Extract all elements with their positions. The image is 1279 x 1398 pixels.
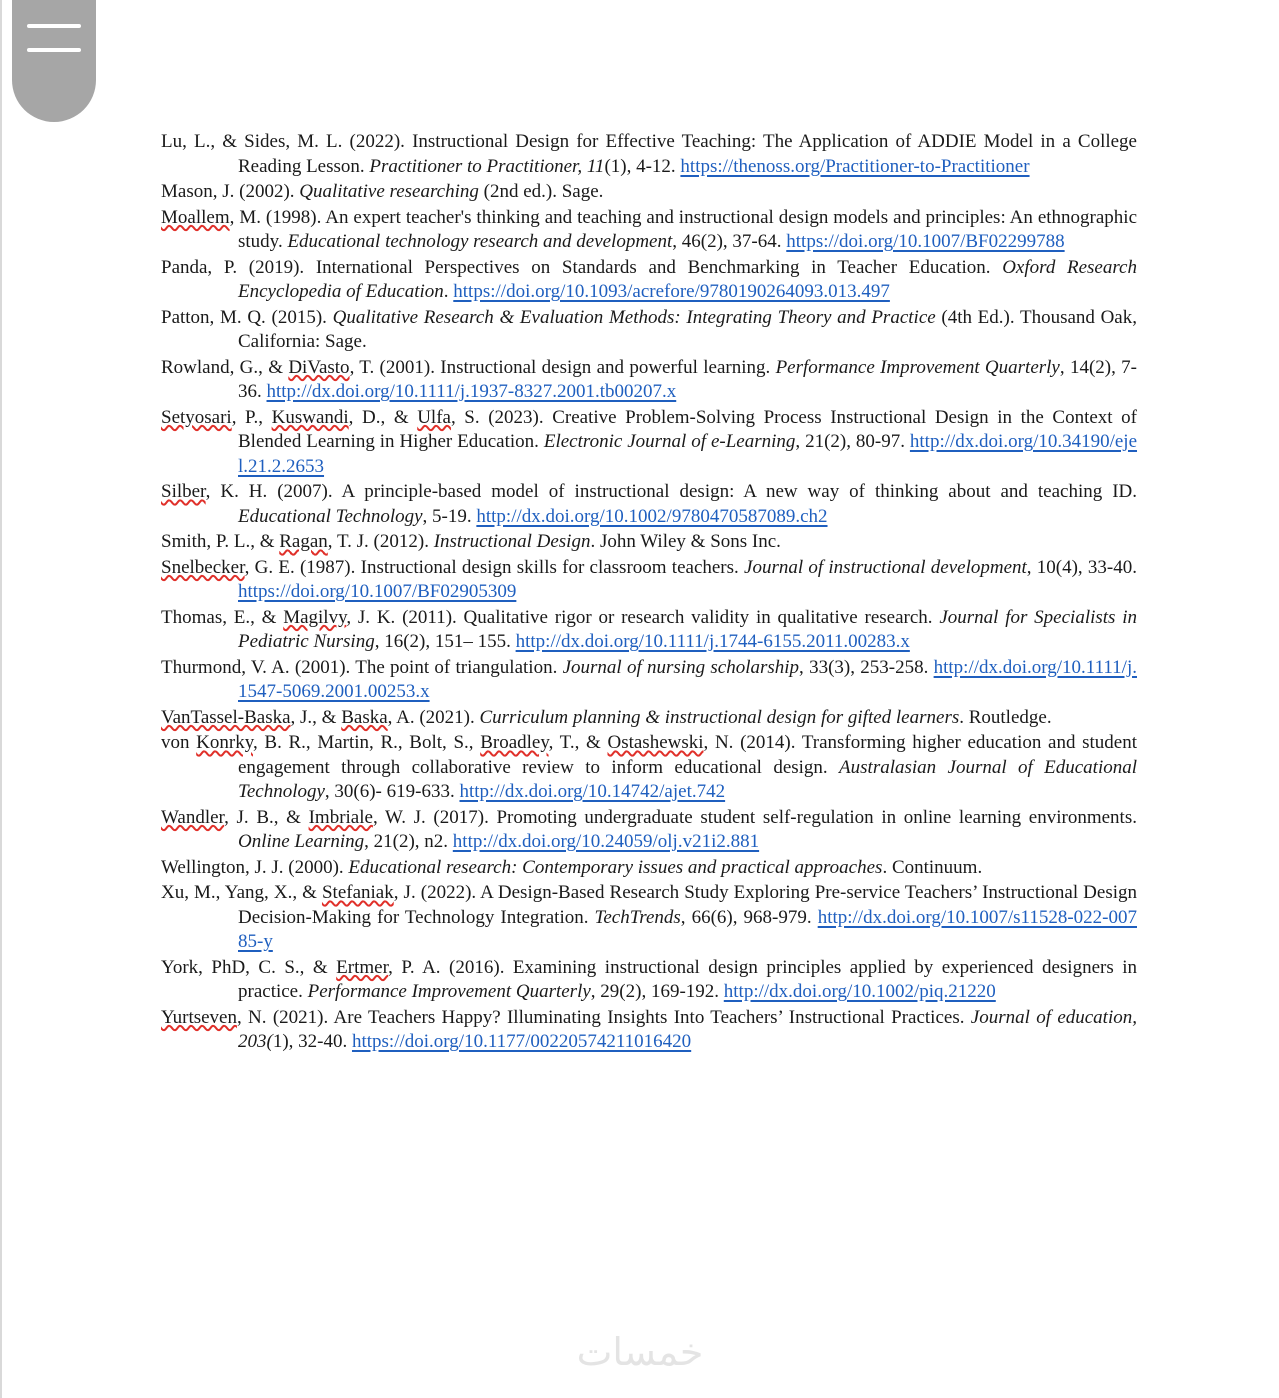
doi-link[interactable]: https://doi.org/10.1177/00220574211016420: [351, 1031, 692, 1052]
reference-entry: Thurmond, V. A. (2001). The point of triangulation. Journal of nursing scholarship, 33(3), 253-258. http://dx.doi.org/10.1111/j.1547-5069.2001.00253.x: [161, 656, 1137, 702]
reference-entry: Rowland, G., & DiVasto, T. (2001). Instructional design and powerful learning. Performance Improvement Quarterly, 14(2), 7-36. http://dx.doi.org/10.1111/j.1937-8327.2001.tb00207.x: [161, 356, 1138, 402]
source-title: Australasian Journal of Educational Technology: [238, 756, 1138, 802]
misspelled-word[interactable]: Ertmer: [336, 956, 389, 978]
misspelled-word[interactable]: Silber: [161, 481, 206, 502]
misspelled-word[interactable]: VanTassel-Baska: [161, 706, 291, 728]
watermark-logo: خمسات: [576, 1330, 704, 1374]
reference-entry: Panda, P. (2019). International Perspectives on Standards and Benchmarking in Teacher Education. Oxford Research Encyclopedia of Education. https://doi.org/10.1093/acrefore/9780190264093.013.497: [161, 256, 1137, 302]
reference-entry: Lu, L., & Sides, M. L. (2022). Instructional Design for Effective Teaching: The Application of ADDIE Model in a College Reading Lesson. Practitioner to Practitioner, 11(1), 4-12. https://thenoss.org/Practitioner-to-Practitioner: [161, 131, 1137, 177]
misspelled-word[interactable]: Baska: [341, 706, 388, 728]
misspelled-word[interactable]: Broadley: [480, 732, 549, 753]
source-title: Journal of nursing scholarship: [562, 656, 800, 678]
doi-link[interactable]: https://doi.org/10.1007/BF02905309: [238, 581, 517, 602]
misspelled-word[interactable]: Moallem: [161, 206, 230, 228]
source-title: Educational Technology: [238, 505, 423, 527]
misspelled-word[interactable]: Ulfa: [417, 406, 451, 428]
doi-link[interactable]: https://doi.org/10.1007/BF02299788: [786, 231, 1065, 252]
reference-entry: Silber, K. H. (2007). A principle-based model of instructional design: A new way of thinking about and teaching ID. Educational Technology, 5-19. http://dx.doi.org/10.1002/9780470587089.ch2: [161, 481, 1137, 527]
source-title: Electronic Journal of e-Learning: [543, 431, 796, 452]
page-left-border: [0, 0, 2, 1398]
doi-link[interactable]: https://thenoss.org/Practitioner-to-Practitioner: [680, 155, 1030, 177]
source-title: Oxford Research Encyclopedia of Education: [238, 256, 1137, 302]
misspelled-word[interactable]: Stefaniak: [321, 882, 394, 903]
reference-entry: VanTassel-Baska, J., & Baska, A. (2021). Curriculum planning & instructional design for gifted learners. Routledge.: [161, 706, 1052, 728]
doi-link[interactable]: http://dx.doi.org/10.1111/j.1937-8327.2001.tb00207.x: [266, 381, 677, 402]
source-title: TechTrends: [594, 906, 681, 928]
misspelled-word[interactable]: Ostashewski: [607, 732, 704, 753]
misspelled-word[interactable]: Setyosari: [161, 406, 232, 428]
reference-list: [161, 130, 1137, 1056]
source-title: Educational technology research and development: [287, 231, 673, 252]
reference-entry: Moallem, M. (1998). An expert teacher's thinking and teaching and instructional design models and principles: An ethnographic study. Educational technology research and development, 46(2), 37-64. https://doi.org/10.1007/BF02299788: [161, 206, 1137, 252]
reference-entry: Setyosari, P., Kuswandi, D., & Ulfa, S. (2023). Creative Problem-Solving Process Instructional Design in the Context of Blended Learning in Higher Education. Electronic Journal of e-Learning, 21(2), 80-97. http://dx.doi.org/10.34190/ejel.21.2.2653: [161, 406, 1138, 477]
misspelled-word[interactable]: DiVasto: [288, 356, 350, 378]
doi-link[interactable]: http://dx.doi.org/10.34190/ejel.21.2.2653: [238, 431, 1138, 477]
hamburger-menu-icon-bar: [27, 48, 81, 52]
reference-entry: Snelbecker, G. E. (1987). Instructional design skills for classroom teachers. Journal of instructional development, 10(4), 33-40. https://doi.org/10.1007/BF02905309: [161, 556, 1138, 602]
reference-entry: Thomas, E., & Magilvy, J. K. (2011). Qualitative rigor or research validity in qualitative research. Journal for Specialists in Pediatric Nursing, 16(2), 151– 155. http://dx.doi.org/10.1111/j.1744-6155.2011.00283.x: [161, 606, 1138, 652]
reference-entry: Wandler, J. B., & Imbriale, W. J. (2017). Promoting undergraduate student self-regulation in online learning environments. Online Learning, 21(2), n2. http://dx.doi.org/10.24059/olj.v21i2.881: [161, 806, 1137, 852]
source-title: Performance Improvement Quarterly: [307, 981, 591, 1002]
doi-link[interactable]: http://dx.doi.org/10.1111/j.1744-6155.2011.00283.x: [515, 631, 910, 652]
reference-entry: Yurtseven, N. (2021). Are Teachers Happy? Illuminating Insights Into Teachers’ Instructional Practices. Journal of education, 203(1), 32-40. https://doi.org/10.1177/00220574211016420: [161, 1006, 1137, 1052]
reference-entry: Smith, P. L., & Ragan, T. J. (2012). Instructional Design. John Wiley & Sons Inc.: [161, 531, 781, 552]
source-title: Educational research: Contemporary issues and practical approaches: [348, 856, 883, 878]
reference-entry: York, PhD, C. S., & Ertmer, P. A. (2016). Examining instructional design principles applied by experienced designers in practice. Performance Improvement Quarterly, 29(2), 169-192. http://dx.doi.org/10.1002/piq.21220: [161, 956, 1137, 1002]
reference-entry: Mason, J. (2002). Qualitative researching (2nd ed.). Sage.: [161, 181, 604, 202]
misspelled-word[interactable]: Ragan: [279, 531, 328, 552]
source-title: Performance Improvement Quarterly: [775, 356, 1060, 378]
reference-entry: von Konrky, B. R., Martin, R., Bolt, S., Broadley, T., & Ostashewski, N. (2014). Transforming higher education and student engagement through collaborative review to inform educational design. Australasian Journal of Educational Technology, 30(6)- 619-633. http://dx.doi.org/10.14742/ajet.742: [161, 732, 1138, 802]
doi-link[interactable]: http://dx.doi.org/10.1002/piq.21220: [723, 981, 996, 1002]
source-title: Online Learning: [238, 831, 365, 852]
reference-entry: Patton, M. Q. (2015). Qualitative Research & Evaluation Methods: Integrating Theory and Practice (4th Ed.). Thousand Oak, California: Sage.: [161, 306, 1137, 352]
source-title: Journal for Specialists in Pediatric Nursing: [238, 606, 1138, 652]
doi-link[interactable]: https://doi.org/10.1093/acrefore/9780190264093.013.497: [453, 281, 890, 302]
doi-link[interactable]: http://dx.doi.org/10.14742/ajet.742: [459, 781, 726, 802]
source-title: Qualitative Research & Evaluation Methods: Integrating Theory and Practice: [332, 306, 936, 328]
menu-toggle-button[interactable]: [12, 0, 96, 122]
source-title: Instructional Design: [433, 531, 591, 552]
source-title: Curriculum planning & instructional design for gifted learners: [479, 706, 960, 728]
misspelled-word[interactable]: Yurtseven: [161, 1006, 237, 1028]
source-title: Qualitative researching: [299, 181, 479, 202]
reference-entry: Wellington, J. J. (2000). Educational research: Contemporary issues and practical approaches. Continuum.: [161, 856, 983, 878]
misspelled-word[interactable]: Kuswandi: [271, 406, 349, 428]
misspelled-word[interactable]: Konrky: [196, 732, 253, 753]
source-title: Journal of education, 203(: [238, 1006, 1137, 1052]
misspelled-word[interactable]: Imbriale: [308, 806, 373, 828]
reference-entry: Xu, M., Yang, X., & Stefaniak, J. (2022). A Design-Based Research Study Exploring Pre-service Teachers’ Instructional Design Decision-Making for Technology Integration. TechTrends, 66(6), 968-979. http://dx.doi.org/10.1007/s11528-022-00785-y: [161, 882, 1137, 952]
doi-link[interactable]: http://dx.doi.org/10.24059/olj.v21i2.881: [452, 831, 760, 852]
hamburger-menu-icon: [27, 24, 81, 28]
doi-link[interactable]: http://dx.doi.org/10.1111/j.1547-5069.2001.00253.x: [238, 656, 1137, 702]
doi-link[interactable]: http://dx.doi.org/10.1007/s11528-022-00785-y: [238, 906, 1137, 952]
misspelled-word[interactable]: Magilvy: [283, 606, 347, 628]
misspelled-word[interactable]: Wandler: [161, 806, 225, 828]
source-title: Practitioner to Practitioner: [369, 155, 578, 177]
doi-link[interactable]: http://dx.doi.org/10.1002/9780470587089.ch2: [476, 505, 828, 527]
source-title: Journal of instructional development: [744, 556, 1027, 578]
misspelled-word[interactable]: Snelbecker: [161, 556, 245, 578]
